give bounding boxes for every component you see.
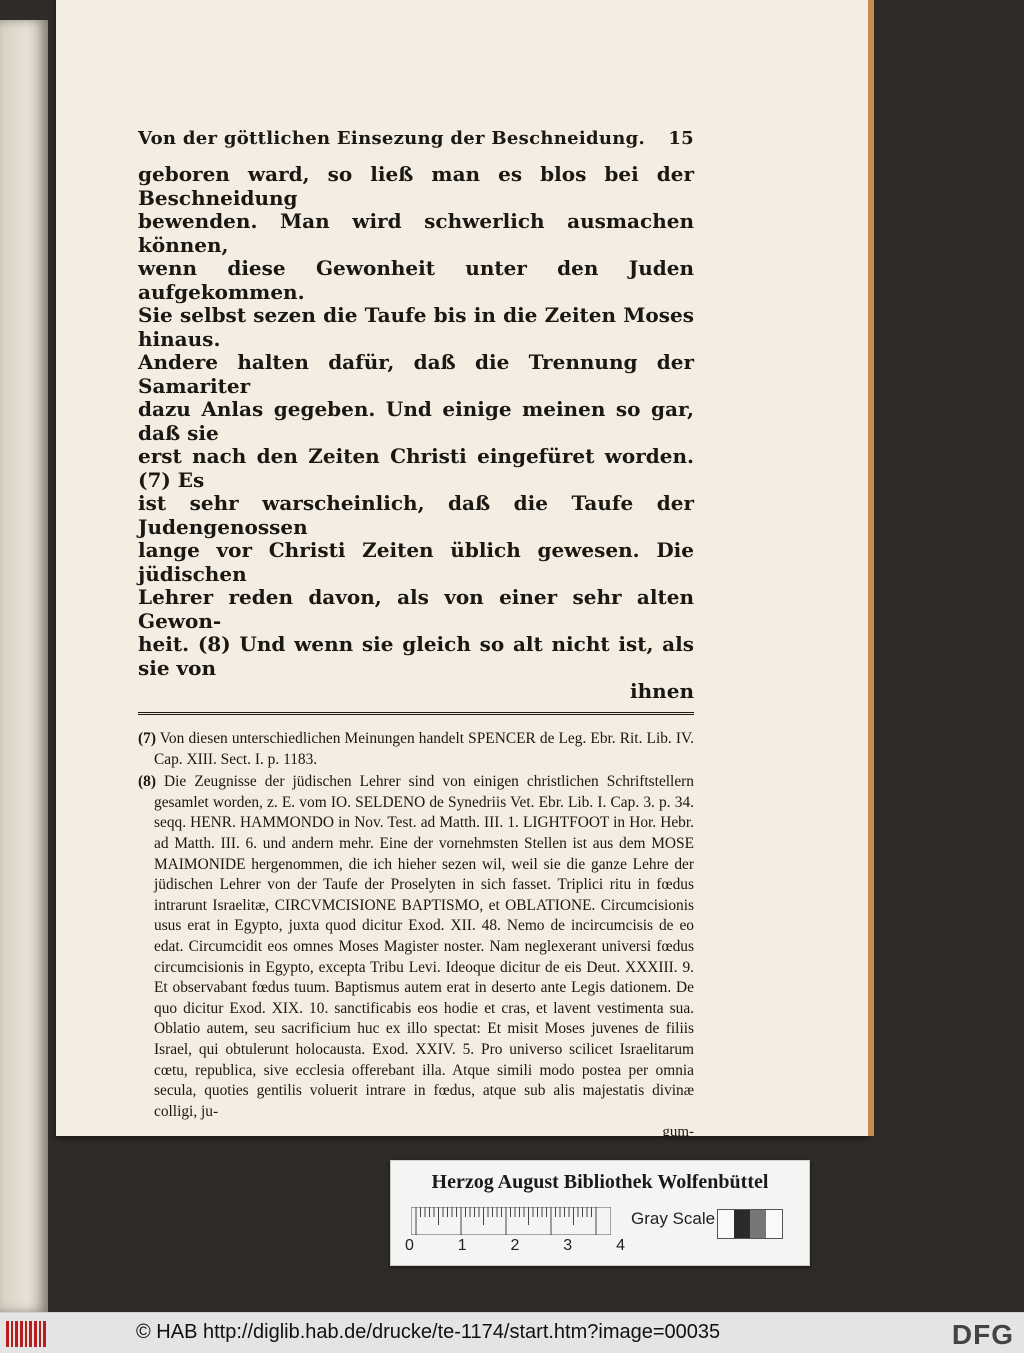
copyright-link[interactable]: © HAB http://diglib.hab.de/drucke/te-1174/start.htm?image=00035 xyxy=(136,1321,721,1343)
hab-logo-icon xyxy=(6,1321,46,1347)
text-line: ist sehr warscheinlich, daß die Taufe der Judengenossen xyxy=(138,491,694,539)
previous-page-edge xyxy=(0,20,48,1312)
footnotes xyxy=(138,729,694,1122)
footnote-8 xyxy=(138,772,694,1122)
gray-scale-label: Gray Scale xyxy=(631,1209,716,1228)
ruler-labels xyxy=(405,1237,625,1255)
ruler-label: 0 xyxy=(405,1237,414,1254)
ruler-label: 3 xyxy=(563,1237,573,1254)
catchword-notes: gum- xyxy=(662,1124,694,1141)
gray-swatch xyxy=(718,1210,734,1238)
library-color-card xyxy=(390,1160,810,1266)
gray-swatch xyxy=(734,1210,750,1238)
gray-swatch xyxy=(750,1210,766,1238)
footnote-text: Die Zeugnisse der jüdischen Lehrer sind von einigen christlichen Schriftstellern gesamlet worden, z. E. vom IO. SELDENO de Synedriis Vet. Ebr. Lib. I. Cap. 3. p. 34. seqq. HENR. HAMMONDO in Nov. Test. ad Matth. III. 1. LIGHTFOOT in Hor. Hebr. ad Matth. III. 6. und andern mehr. Eine der vornehmsten Stellen ist aus dem MOSE MAIMONIDE hergenommen, die ich hieher sezen wil, weil sie die ganze Lehre der jüdischen Lehrer von der Taufe der Proselyten in sich fasset. Triplici ritu in fœdus intrarunt Israelitæ, CIRCVMCISIONE BAPTISMO, et OBLATIONE. Circumcisionis usus erat in Egypto, juxta quod dicitur Exod. XII. 48. Nemo de incircumcisis de eo edat. Circumcidit eos omnes Moses Magister noster. Nam neglexerant universi fœdus circumcisionis in Egypto, excepta Tribu Levi. Ideoque dicitur de eis Deut. XXXIII. 9. Et observabant fœdus tuum. Baptismus autem erat in deserto ante Legis dationem. De quo dicitur Exod. XIX. 10. sanctificabis eos hodie et cras, et lavent vestimenta sua. Oblatio autem, seu sacrificium huc ex illo spectat: Et misit Moses juvenes de filiis Israel, qui obtulerunt holocausta. Exod. XXIV. 5. Pro universo scilicet Israelitarum cœtu, republica, sive ecclesia offerebant illa. Atque simili modo postea per omnia secula, quoties gentilis voluerit intrare in fœdus, atque sub alis majestatis divinæ colligi, ju- xyxy=(154,773,694,1120)
main-text xyxy=(138,163,694,680)
footnote-7 xyxy=(138,729,694,770)
text-line: wenn diese Gewonheit unter den Juden aufgekommen. xyxy=(138,256,694,304)
book-page xyxy=(56,0,868,1141)
ruler-label: 4 xyxy=(616,1237,625,1254)
text-line: erst nach den Zeiten Christi eingefüret worden. (7) Es xyxy=(138,444,694,492)
page-number: 15 xyxy=(668,128,694,149)
footnote-text: Von diesen unterschiedlichen Meinungen handelt SPENCER de Leg. Ebr. Rit. Lib. IV. Cap. XIII. Sect. I. p. 1183. xyxy=(154,730,694,768)
library-name: Herzog August Bibliothek Wolfenbüttel xyxy=(431,1171,769,1193)
footnote-marker: (8) xyxy=(138,773,156,791)
text-line: geboren ward, so ließ man es blos bei der Beschneidung xyxy=(138,162,694,210)
running-head xyxy=(138,128,694,149)
dfg-logo: DFG xyxy=(951,1319,1014,1350)
catchword-main: ihnen xyxy=(630,679,694,703)
text-line: Sie selbst sezen die Taufe bis in die Zeiten Moses hinaus. xyxy=(138,303,694,351)
gray-swatch xyxy=(766,1210,782,1238)
page-content xyxy=(138,128,694,1142)
running-head-title: Von der göttlichen Einsezung der Beschneidung. xyxy=(138,128,646,149)
text-line: Andere halten dafür, daß die Trennung der Samariter xyxy=(138,350,694,398)
text-line: Lehrer reden davon, als von einer sehr alten Gewon- xyxy=(138,585,694,633)
text-line: heit. (8) Und wenn sie gleich so alt nicht ist, als sie von xyxy=(138,632,694,680)
scale-ruler xyxy=(411,1207,611,1235)
ruler-label: 2 xyxy=(510,1237,520,1254)
viewer-footer xyxy=(0,1312,1024,1353)
ruler-label: 1 xyxy=(457,1237,467,1254)
footnote-rule xyxy=(138,712,694,717)
gray-scale-bar xyxy=(717,1209,783,1239)
footnote-marker: (7) xyxy=(138,730,156,747)
text-line: bewenden. Man wird schwerlich ausmachen können, xyxy=(138,209,694,257)
text-line: lange vor Christi Zeiten üblich gewesen. Die jüdischen xyxy=(138,538,694,586)
text-line: dazu Anlas gegeben. Und einige meinen so gar, daß sie xyxy=(138,397,694,445)
